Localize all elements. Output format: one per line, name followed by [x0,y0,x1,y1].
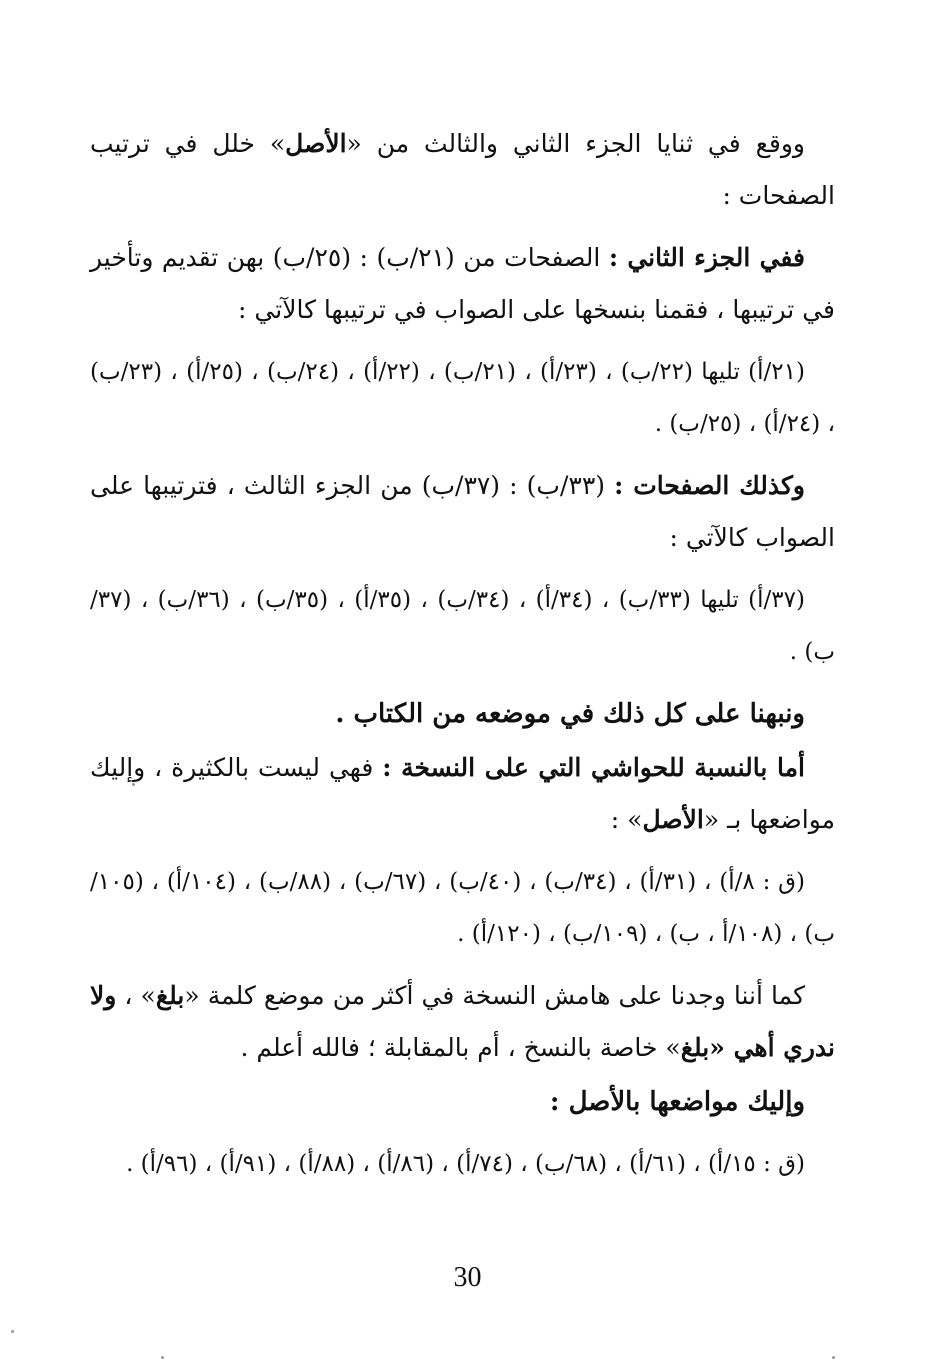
bold-term-balagh: بلغ [680,1033,710,1062]
reference-list: (٣٧/أ) تليها (٣٣/ب) ، (٣٤/أ) ، (٣٤/ب) ، (٣٥/أ) ، (٣٥/ب) ، (٣٦/ب) ، (٣٧/ب) . [90,587,835,665]
scan-speck [11,1330,14,1333]
text-segment: ووقع في ثنايا الجزء الثاني والثالث من « [346,129,805,158]
text-segment: الصفحات من (٢١/ب) : (٢٥/ب) بهن تقديم وتأخير في ترتيبها ، فقمنا بنسخها على الصواب في ترتيبها كالآتي : [90,243,835,324]
scan-speck [132,783,135,786]
bold-term-asl: الأصل [642,805,704,834]
bold-term-balagh: بلغ [155,981,185,1010]
lead-heading: ولا ندري أهي « [90,981,835,1062]
paragraph-balagh-locations [90,1138,835,1190]
reference-list: (ق : ٨/أ) ، (٣١/أ) ، (٣٤/ب) ، (٤٠/ب) ، (٦٧/ب) ، (٨٨/ب) ، (١٠٤/أ) ، (١٠٥/ب) ، (١٠٨/أ ، ب) ، (١٠٩/ب) ، (١٢٠/أ) . [90,869,835,947]
paragraph-marginal-locations [90,856,835,960]
lead-heading: وكذلك الصفحات : [614,471,806,500]
reference-list: (٢١/أ) تليها (٢٢/ب) ، (٢٣/أ) ، (٢١/ب) ، (٢٢/أ) ، (٢٤/ب) ، (٢٥/أ) ، (٢٣/ب) ، (٢٤/أ) ، (٢٥/ب) . [90,359,835,437]
text-segment: كما أننا وجدنا على هامش النسخة في أكثر من موضع كلمة « [184,981,805,1010]
scan-speck [832,1356,835,1359]
paragraph-part-two [90,232,835,336]
bold-term-asl: الأصل [285,129,347,158]
text-segment: فهي ليست بالكثيرة ، وإليك مواضعها بـ « [90,753,835,834]
page-number: 30 [453,1262,482,1293]
text-segment: » : [610,805,643,834]
paragraph-balagh [90,970,835,1074]
paragraph-note [90,688,835,740]
paragraph-part-three [90,460,835,564]
lead-heading: أما بالنسبة للحواشي التي على النسخة : [382,753,805,782]
paragraph-part-two-order [90,346,835,450]
text-segment: » خلل في ترتيب الصفحات : [90,129,835,210]
text-segment: ونبهنا على كل ذلك في موضعه من الكتاب . [335,699,805,729]
text-segment: » ، [116,981,156,1010]
paragraph-balagh-locations-heading [90,1076,835,1128]
lead-heading: ففي الجزء الثاني : [608,243,806,272]
text-segment: » خاصة بالنسخ ، أم بالمقابلة ؛ فالله أعلم . [240,1033,681,1062]
paragraph-part-three-order [90,574,835,678]
text-segment: (٣٣/ب) : (٣٧/ب) من الجزء الثالث ، فترتيبها على الصواب كالآتي : [90,471,835,552]
paragraph-marginal-notes [90,742,835,846]
reference-list: (ق : ١٥/أ) ، (٦١/أ) ، (٦٨/ب) ، (٧٤/أ) ، (٨٦/أ) ، (٨٨/أ) ، (٩١/أ) ، (٩٦/أ) . [126,1151,805,1177]
paragraph-page-order-intro [90,118,835,222]
text-segment: وإليك مواضعها بالأصل : [549,1087,805,1117]
scan-speck [161,1356,164,1359]
page-body [90,118,835,1190]
